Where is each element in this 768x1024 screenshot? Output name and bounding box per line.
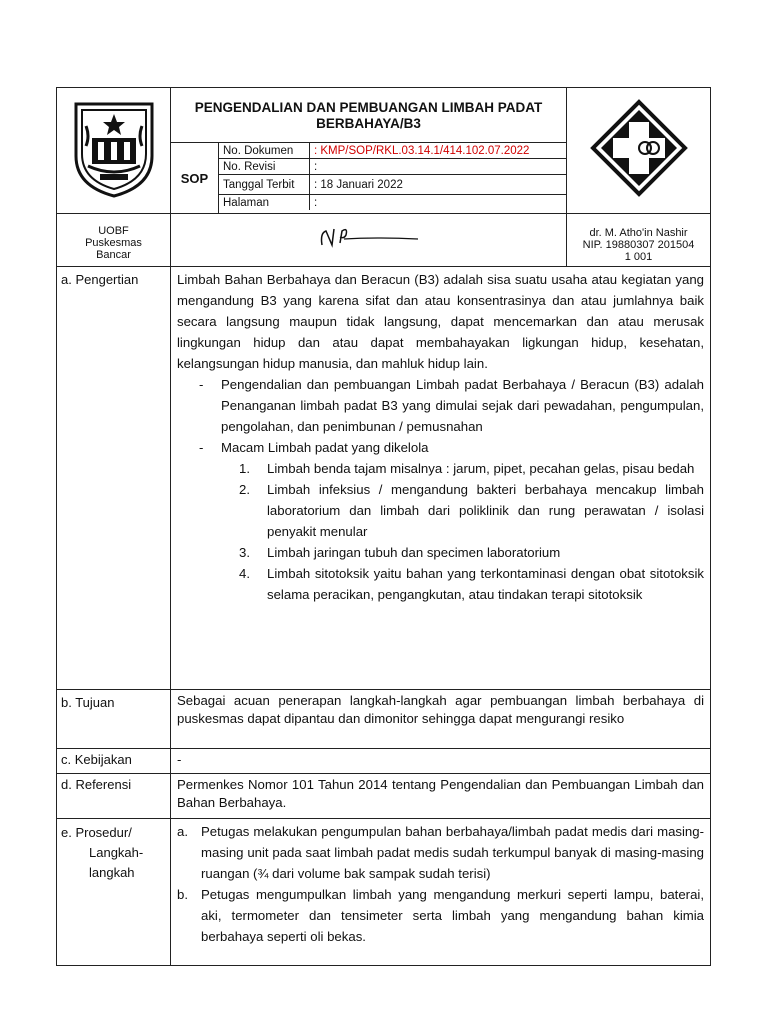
signature-cell: [171, 214, 567, 267]
pengertian-intro: Limbah Bahan Berbahaya dan Beracun (B3) adalah sisa suatu usaha atau kegiatan yang mengandung B3 yang karena sifat dan atau konsentrasinya dan atau jumlahnya baik secara langsung maupun tidak langsung, dapat mencemarkan dan atau merusak lingkungan hidup dan atau dapat membahayakan ligkungan hidup, kesehatan, kelangsungan hidup manusia, dan mahluk hidup lain.: [177, 272, 704, 371]
step-text: Petugas mengumpulkan limbah yang mengandung merkuri seperti lampu, baterai, aki, termometer dan tensimeter serta limbah yang mengandung bahan kimia berbahaya seperti oli bekas.: [201, 887, 704, 944]
section-label-prosedur: [57, 819, 171, 966]
item-text: Limbah sitotoksik yaitu bahan yang terkontaminasi dengan obat sitotoksik selama peracikan, pengangkutan, atau tindakan terapi sitotoksik: [267, 566, 704, 602]
number-marker: 1.: [239, 461, 250, 476]
signer-cell: [567, 214, 711, 267]
signature-icon: [314, 223, 424, 253]
kebijakan-text: -: [177, 752, 182, 767]
number-marker: 3.: [239, 545, 250, 560]
number-marker: 2.: [239, 482, 250, 497]
section-body-tujuan: [171, 690, 711, 749]
org-line: Puskesmas: [85, 237, 142, 249]
dash-marker: -: [199, 377, 204, 392]
list-item: [177, 821, 704, 884]
item-text: Limbah benda tajam misalnya : jarum, pipet, pecahan gelas, pisau bedah: [267, 461, 695, 476]
section-label-referensi: d. Referensi: [57, 774, 171, 819]
item-text: Limbah infeksius / mengandung bakteri berbahaya mencakup limbah laboratorium dan limbah dari poliklinik dan rung perawatan / isolasi penyakit menular: [267, 482, 704, 539]
signer-nip: NIP. 19880307 201504: [582, 239, 695, 251]
meta-key: Halaman: [219, 195, 310, 211]
prosedur-label-line: e. Prosedur/: [61, 825, 132, 840]
sop-label: SOP: [171, 143, 219, 214]
meta-value-document-number: : KMP/SOP/RKL.03.14.1/414.102.07.2022: [310, 143, 567, 159]
meta-table: [219, 143, 566, 210]
tujuan-text: Sebagai acuan penerapan langkah-langkah agar pembuangan limbah berbahaya di puskesmas dapat dipantau dan dimonitor sehingga dapat mengurangi resiko: [177, 693, 704, 726]
dash-marker: -: [199, 440, 204, 455]
list-item: [177, 437, 704, 458]
list-item: [177, 479, 704, 542]
list-item: [177, 884, 704, 947]
org-line: UOBF: [98, 225, 129, 237]
dash-text: Pengendalian dan pembuangan Limbah padat Berbahaya / Beracun (B3) adalah Penanganan limbah padat B3 yang dimulai sejak dari pewadahan, pengumpulan, pengolahan, dan penimbunan / pemusnahan: [221, 377, 704, 434]
prosedur-label-line: langkah: [89, 865, 135, 880]
meta-key: Tanggal Terbit: [219, 175, 310, 195]
section-label-kebijakan: c. Kebijakan: [57, 749, 171, 774]
list-item: [177, 374, 704, 437]
item-text: Limbah jaringan tubuh dan specimen laboratorium: [267, 545, 561, 560]
sop-table: [56, 87, 711, 966]
section-body-referensi: [171, 774, 711, 819]
regency-logo-cell: [57, 88, 171, 214]
list-item: [177, 563, 704, 605]
regency-emblem-icon: [66, 96, 162, 200]
prosedur-label-line: Langkah-: [89, 845, 144, 860]
dash-text: Macam Limbah padat yang dikelola: [221, 440, 429, 455]
referensi-text: Permenkes Nomor 101 Tahun 2014 tentang Pengendalian dan Pembuangan Limbah dan Bahan Berbahaya.: [177, 777, 704, 810]
organization-cell: [57, 214, 171, 267]
step-text: Petugas melakukan pengumpulan bahan berbahaya/limbah padat medis dari masing-masing unit pada saat limbah padat medis sudah terkumpul banyak di masing-masing ruangan (¾ dari volume bak sampak sudah terisi): [201, 824, 704, 881]
section-body-kebijakan: [171, 749, 711, 774]
step-marker: a.: [177, 824, 188, 839]
health-logo-cell: [567, 88, 711, 214]
signer-name: dr. M. Atho'in Nashir: [589, 227, 688, 239]
meta-value: : 18 Januari 2022: [310, 175, 567, 195]
org-line: Bancar: [96, 249, 131, 261]
signer-nip-suffix: 1 001: [624, 251, 653, 263]
list-item: [177, 542, 704, 563]
document-title: PENGENDALIAN DAN PEMBUANGAN LIMBAH PADAT BERBAHAYA/B3: [171, 88, 567, 143]
meta-value: :: [310, 195, 567, 211]
puskesmas-cross-icon: [589, 98, 689, 198]
number-marker: 4.: [239, 566, 250, 581]
list-item: [177, 458, 704, 479]
section-label-pengertian: a. Pengertian: [57, 267, 171, 690]
section-body-prosedur: [171, 819, 711, 966]
document-meta: [219, 143, 567, 214]
meta-key: No. Dokumen: [219, 143, 310, 159]
meta-value: :: [310, 159, 567, 175]
section-label-tujuan: b. Tujuan: [57, 690, 171, 749]
section-body-pengertian: [171, 267, 711, 690]
meta-key: No. Revisi: [219, 159, 310, 175]
step-marker: b.: [177, 887, 188, 902]
sop-document: [56, 87, 710, 966]
